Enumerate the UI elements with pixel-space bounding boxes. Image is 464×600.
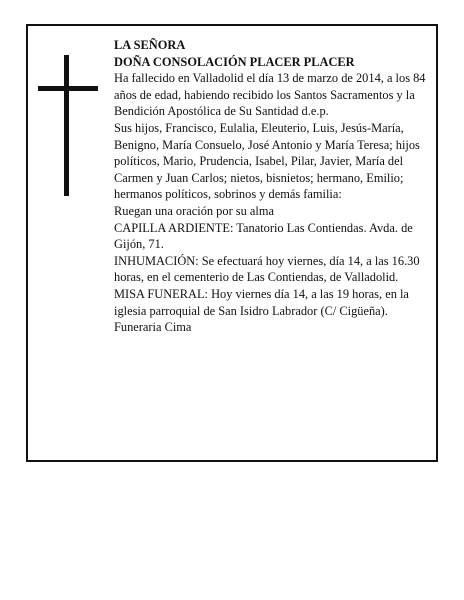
chapel-info: CAPILLA ARDIENTE: Tanatorio Las Contiendas. Avda. de Gijón, 71. [114,220,413,252]
prayer-request: Ruegan una oración por su alma [114,203,274,218]
funeral-home: Funeraria Cima [114,320,192,335]
obituary-text [114,37,428,336]
cross-icon [64,55,69,196]
burial-info: INHUMACIÓN: Se efectuará hoy viernes, día 14, a las 16.30 horas, en el cementerio de Las Contiendas, de Valladolid. [114,253,420,285]
obituary-heading: LA SEÑORA [114,38,186,52]
deceased-name: DOÑA CONSOLACIÓN PLACER PLACER [114,54,355,69]
family-list: Sus hijos, Francisco, Eulalia, Eleuterio, Luis, Jesús-María, Benigno, María Consuelo, José Antonio y María Teresa; hijos políticos, Mario, Prudencia, Isabel, Pilar, Javier, María del Carmen y Juan Carlos; nietos, bisnietos; hermano, Emilio; hermanos políticos, sobrinos y demás familia: [114,120,420,202]
funeral-mass-info: MISA FUNERAL: Hoy viernes día 14, a las 19 horas, en la iglesia parroquial de San Isidro Labrador (C/ Cigüeña). [114,286,409,318]
cross-icon-crossbar [38,86,98,91]
death-announcement: Ha fallecido en Valladolid el día 13 de marzo de 2014, a los 84 años de edad, habiendo recibido los Santos Sacramentos y la Bendición Apostólica de Su Santidad d.e.p. [114,71,426,119]
